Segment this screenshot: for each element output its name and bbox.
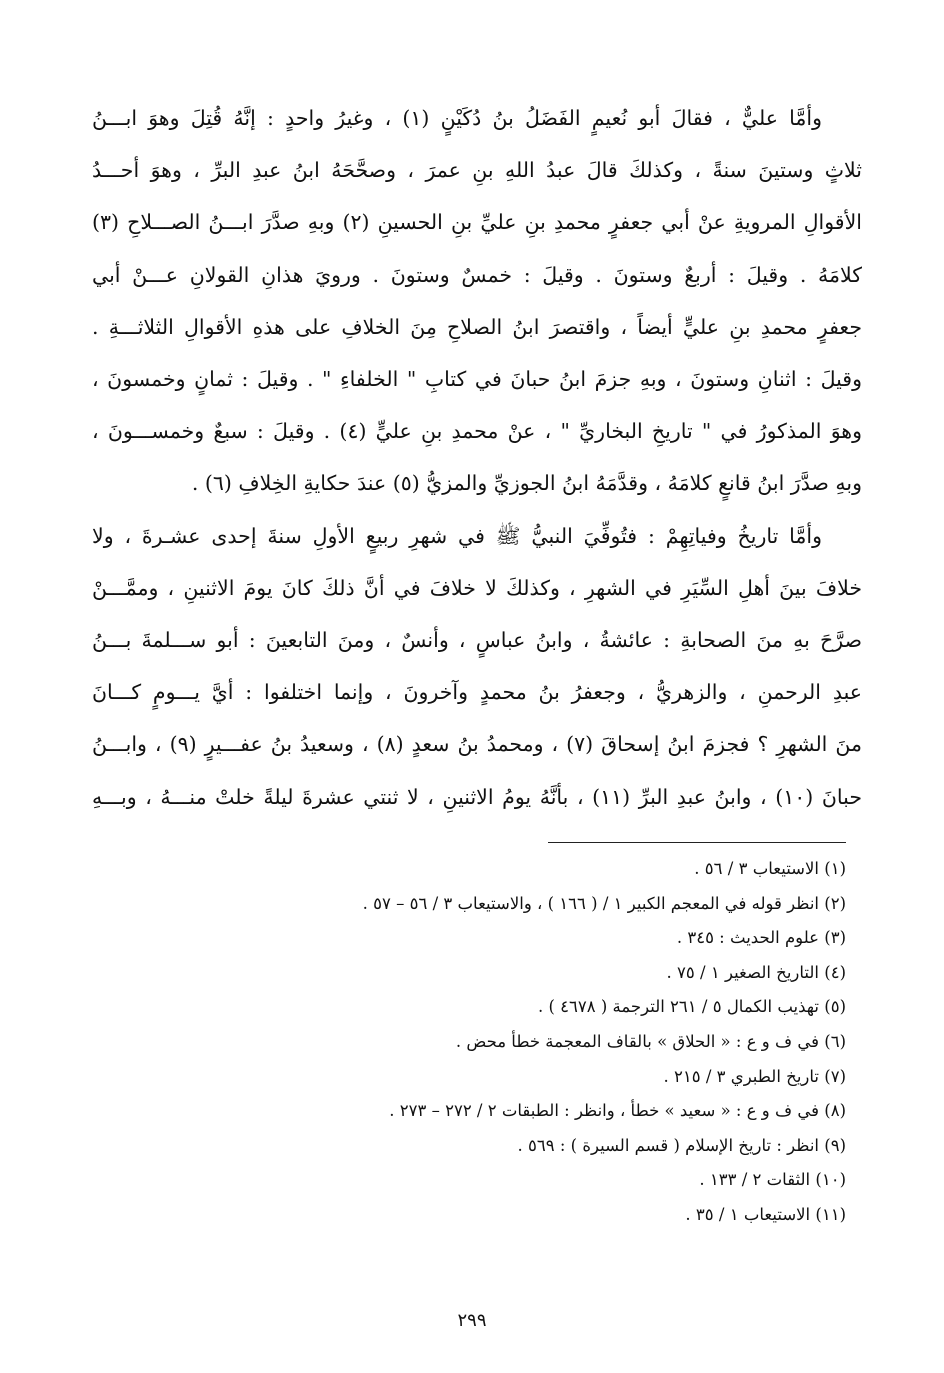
text-line: حبانَ (١٠) ، وابنُ عبدِ البرِّ (١١) ، بأنَّهُ يومُ الاثنينِ ، لا ثنتي عشرةَ ليلةً خلتْ منـــهُ ، وبـــهِ	[92, 784, 862, 809]
text-line: صرَّحَ بهِ منَ الصحابةِ : عائشةُ ، وابنُ عباسٍ ، وأنسٌ ، ومنَ التابعينَ : أبو ســـلمةَ بـــنُ	[92, 628, 862, 653]
text-line: وبهِ صدَّرَ ابنُ قانعٍ كلامَهُ ، وقدَّمَهُ ابنُ الجوزيِّ والمزيُّ (٥) عندَ حكايةِ الخِلافِ (٦) .	[191, 471, 862, 496]
paragraph-1	[92, 92, 862, 510]
footnote: (١) الاستيعاب ٣ / ٥٦ .	[694, 859, 846, 878]
footnote: (١١) الاستيعاب ١ / ٣٥ .	[685, 1204, 846, 1224]
text-line: منَ الشهرِ ؟ فجزمَ ابنُ إسحاقَ (٧) ، ومحمدُ بنُ سعدٍ (٨) ، وسعيدُ بنُ عفـــيرٍ (٩) ، وابـــنُ	[92, 732, 862, 757]
text-line: وأمَّا تاريخُ وفياتِهِمْ : فتُوفِّيَ النبيُّ ﷺ في شهرِ ربيعٍ الأولِ سنةَ إحدى عشـرةَ ، ولا	[92, 523, 822, 548]
text-line: عبدِ الرحمنِ ، والزهريُّ ، وجعفرُ بنُ محمدٍ وآخرونَ ، وإنما اختلفوا : أيَّ يـــومٍ كـــانَ	[92, 680, 862, 705]
text-line: وهوَ المذكورُ في " تاريخِ البخاريِّ " ، عنْ محمدِ بنِ عليٍّ (٤) . وقيلَ : سبعٌ وخمســـونَ ،	[92, 419, 862, 444]
text-line: كلامَهُ . وقيلَ : أربعٌ وستونَ . وقيلَ : خمسٌ وستونَ . ورويَ هذانِ القولانِ عـــنْ أبي	[92, 262, 862, 287]
footnote: (٩) انظر : تاريخ الإسلام ( قسم السيرة ) : ٥٦٩ .	[517, 1135, 846, 1155]
footnote: (٨) في ف و ع : « سعيد » خطأ ، وانظر : الطبقات ٢ / ٢٧٢ – ٢٧٣ .	[389, 1101, 846, 1121]
footnotes	[200, 852, 846, 1233]
footnote: (٤) التاريخ الصغير ١ / ٧٥ .	[666, 962, 846, 982]
footnote: (٧) تاريخ الطبري ٣ / ٢١٥ .	[663, 1066, 846, 1086]
text-line: ثلاثٍ وستينَ سنةً ، وكذلكَ قالَ عبدُ اللهِ بنِ عمرَ ، وصحَّحَهُ ابنُ عبدِ البرِّ ، وهوَ أحـــدُ	[92, 158, 862, 183]
text-line: خلافَ بينَ أهلِ السِّيَرِ في الشهرِ ، وكذلكَ لا خلافَ في أنَّ ذلكَ كانَ يومَ الاثنينِ ، وممَّـــنْ	[92, 575, 862, 600]
footnote: (٦) في ف و ع : « الحلاق » بالقاف المعجمة خطأ محض .	[455, 1031, 846, 1051]
text-line: وقيلَ : اثنانِ وستونَ ، وبهِ جزمَ ابنُ حبانَ في كتابِ " الخلفاءِ " . وقيلَ : ثمانٍ وخمسونَ ،	[92, 367, 862, 392]
page-number: ٢٩٩	[457, 1310, 487, 1331]
text-line: الأقوالِ المرويةِ عنْ أبي جعفرٍ محمدِ بنِ عليِّ بنِ الحسينِ (٢) وبهِ صدَّرَ ابـــنُ الصـــلاحِ (٣)	[92, 210, 862, 235]
text-line: وأمَّا عليٌّ ، فقالَ أبو نُعيمٍ الفَضَلُ بنُ دُكَيْنٍ (١) ، وغيرُ واحدٍ : إنَّهُ قُتِلَ وهوَ ابـــنُ	[92, 106, 822, 130]
main-text	[92, 92, 862, 823]
text-line: جعفرٍ محمدِ بنِ عليٍّ أيضاً ، واقتصرَ ابنُ الصلاحِ مِنَ الخلافِ على هذهِ الأقوالِ الثلاثـــةِ .	[92, 314, 862, 339]
footnote: (٥) تهذيب الكمال ٥ / ٢٦١ الترجمة ( ٤٦٧٨ ) .	[537, 997, 846, 1017]
footnote: (١٠) الثقات ٢ / ١٣٣ .	[699, 1170, 846, 1190]
footnote: (٣) علوم الحديث : ٣٤٥ .	[676, 928, 846, 948]
paragraph-2	[92, 510, 862, 823]
footnote-separator	[548, 842, 846, 843]
footnote: (٢) انظر قوله في المعجم الكبير ١ / ( ١٦٦ ) ، والاستيعاب ٣ / ٥٦ – ٥٧ .	[362, 893, 846, 913]
